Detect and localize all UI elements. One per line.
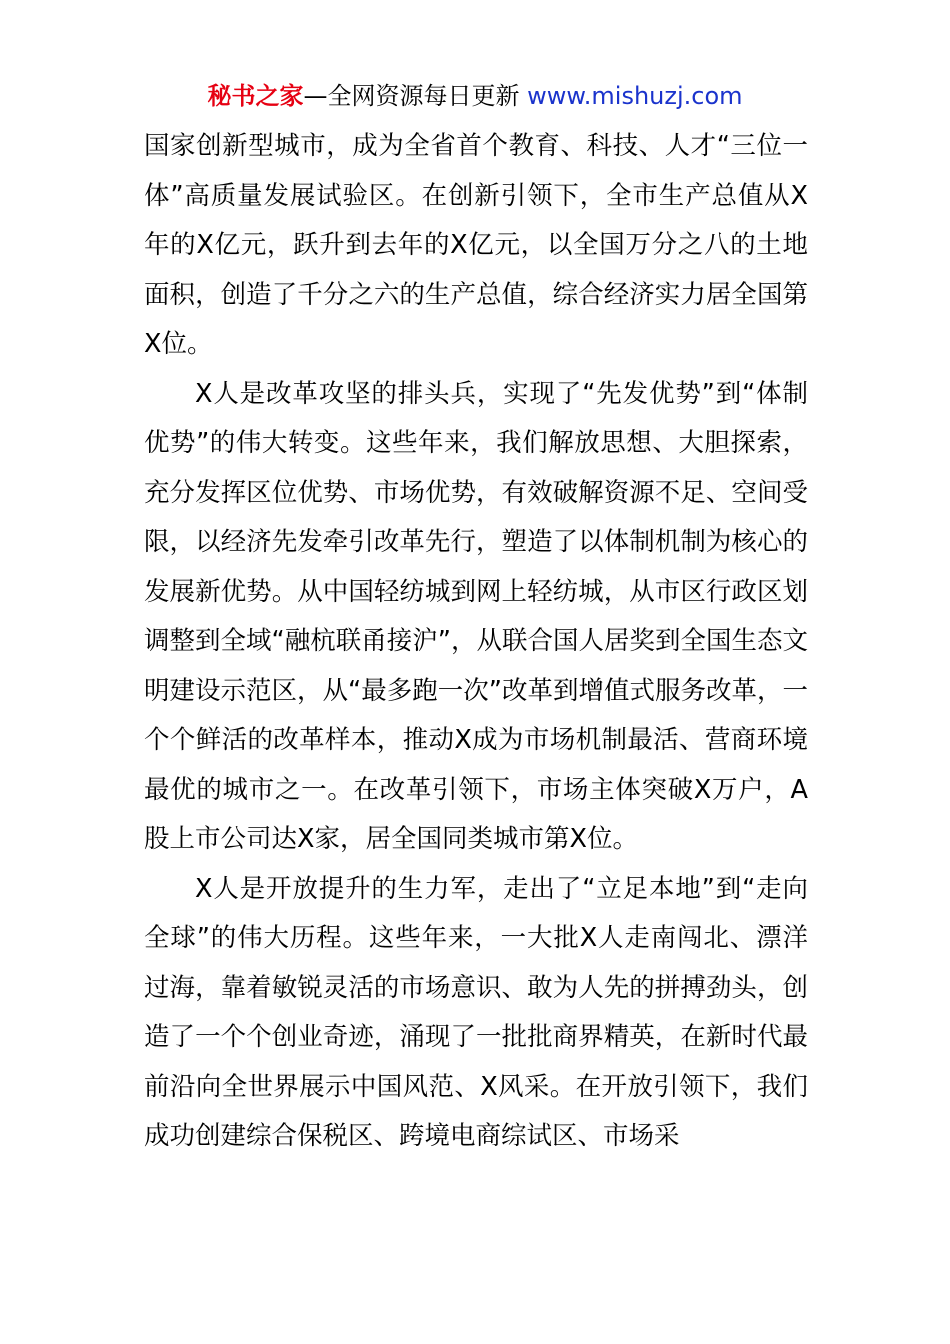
document-body bbox=[144, 122, 808, 1162]
paragraph-opening: X人是开放提升的生力军，走出了“立足本地”到“走向全球”的伟大历程。这些年来，一大批X人走南闯北、漂洋过海，靠着敏锐灵活的市场意识、敢为人先的拼搏劲头，创造了一个个创业奇迹，涌现了一批批商界精英，在新时代最前沿向全世界展示中国风范、X风采。在开放引领下，我们成功创建综合保税区、跨境电商综试区、市场采 bbox=[144, 873, 808, 1151]
header-tagline: —全网资源每日更新 bbox=[303, 82, 528, 110]
paragraph-reform: X人是改革攻坚的排头兵，实现了“先发优势”到“体制优势”的伟大转变。这些年来，我们解放思想、大胆探索，充分发挥区位优势、市场优势，有效破解资源不足、空间受限，以经济先发牵引改革先行，塑造了以体制机制为核心的发展新优势。从中国轻纺城到网上轻纺城，从市区行政区划调整到全域“融杭联甬接沪”，从联合国人居奖到全国生态文明建设示范区，从“最多跑一次”改革到增值式服务改革，一个个鲜活的改革样本，推动X成为市场机制最活、营商环境最优的城市之一。在改革引领下，市场主体突破X万户，A股上市公司达X家，居全国同类城市第X位。 bbox=[144, 378, 808, 854]
brand-name: 秘书之家 bbox=[207, 82, 304, 110]
paragraph-innovation: 国家创新型城市，成为全省首个教育、科技、人才“三位一体”高质量发展试验区。在创新引领下，全市生产总值从X年的X亿元，跃升到去年的X亿元，以全国万分之八的土地面积，创造了千分之六的生产总值，综合经济实力居全国第X位。 bbox=[144, 131, 808, 359]
site-url-link[interactable]: www.mishuzj.com bbox=[527, 82, 743, 110]
page-header bbox=[0, 78, 950, 114]
